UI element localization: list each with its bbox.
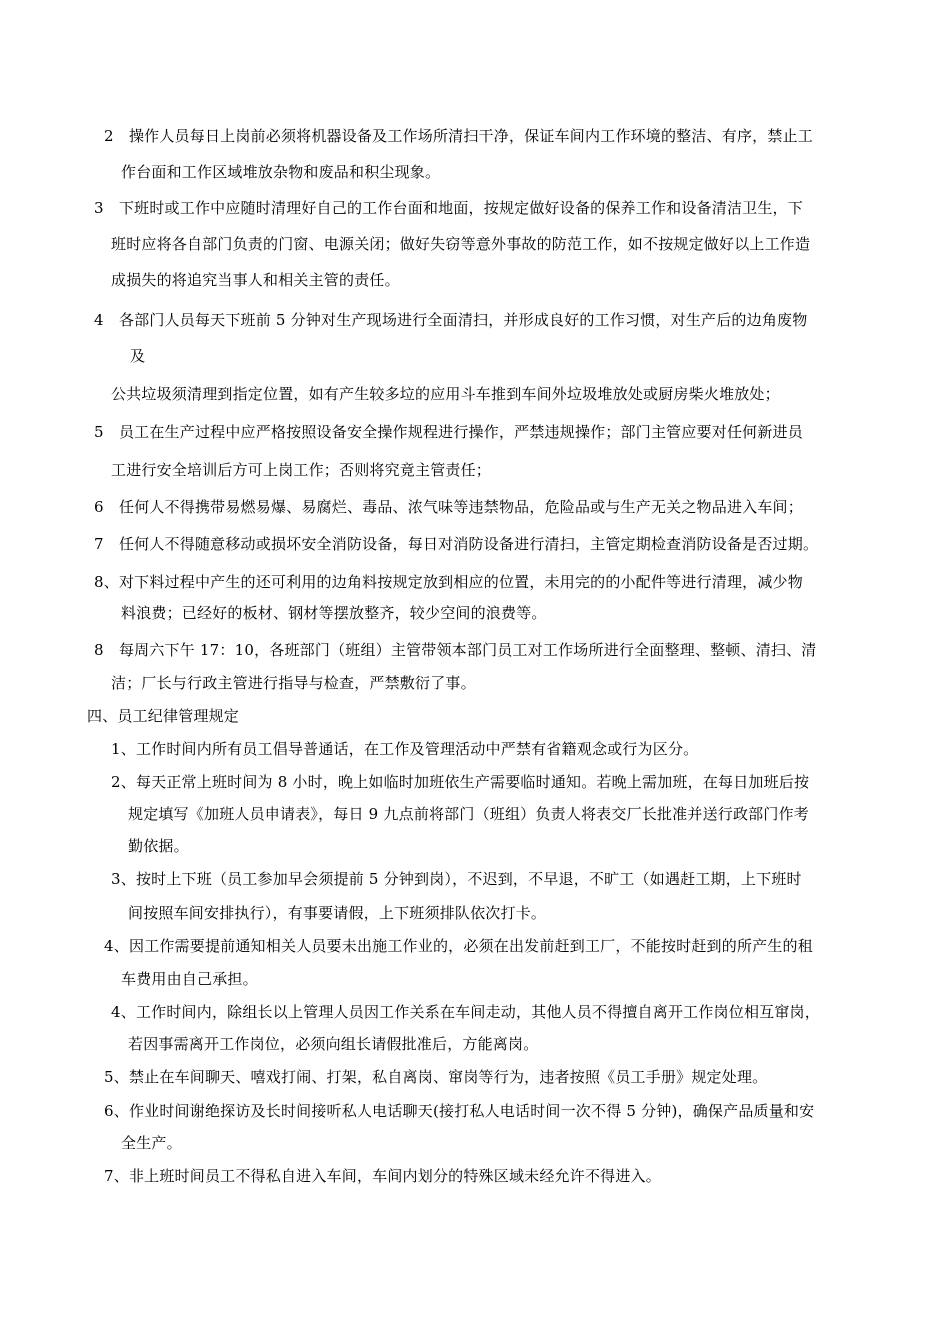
text-line: 3、按时上下班（员工参加早会须提前 5 分钟到岗），不迟到，不早退，不旷工（如遇赶工期，上下班时	[111, 870, 802, 888]
text-line: 车费用由自己承担。	[121, 970, 258, 988]
text-line: 6、作业时间谢绝探访及长时间接听私人电话聊天(接打私人电话时间一次不得 5 分钟)，确保产品质量和安	[104, 1102, 815, 1120]
text-line: 5 员工在生产过程中应严格按照设备安全操作规程进行操作，严禁违规操作；部门主管应要对任何新进员	[94, 423, 803, 441]
section-heading: 四、员工纪律管理规定	[87, 707, 240, 725]
text-line: 6 任何人不得携带易燃易爆、易腐烂、毒品、浓气味等违禁物品，危险品或与生产无关之物品进入车间；	[94, 498, 803, 516]
text-line: 全生产。	[121, 1134, 182, 1152]
text-line: 2、每天正常上班时间为 8 小时，晚上如临时加班依生产需要临时通知。若晚上需加班，在每日加班后按	[111, 773, 810, 791]
text-line: 间按照车间安排执行），有事要请假，上下班须排队依次打卡。	[128, 904, 547, 922]
text-line: 8 每周六下午 17：10，各班部门（班组）主管带领本部门员工对工作场所进行全面整理、整顿、清扫、清	[94, 641, 817, 659]
text-line: 勤依据。	[128, 837, 189, 855]
text-line: 若因事需离开工作岗位，必须向组长请假批准后，方能离岗。	[128, 1035, 539, 1053]
text-line: 及	[130, 347, 146, 365]
text-line: 7、非上班时间员工不得私自进入车间，车间内划分的特殊区域未经允许不得进入。	[104, 1167, 661, 1185]
text-line: 公共垃圾须清理到指定位置，如有产生较多垃的应用斗车推到车间外垃圾堆放处或厨房柴火堆放处；	[111, 385, 780, 403]
text-line: 4、因工作需要提前通知相关人员要未出施工作业的，必须在出发前赶到工厂，不能按时赶到的所产生的租	[104, 937, 813, 955]
text-line: 2 操作人员每日上岗前必须将机器设备及工作场所清扫干净，保证车间内工作环境的整洁、有序，禁止工	[104, 127, 813, 145]
text-line: 3 下班时或工作中应随时清理好自己的工作台面和地面，按规定做好设备的保养工作和设备清洁卫生，下	[94, 199, 803, 217]
text-line: 工进行安全培训后方可上岗工作；否则将究竟主管责任；	[111, 461, 492, 479]
text-line: 4、工作时间内，除组长以上管理人员因工作关系在车间走动，其他人员不得擅自离开工作岗位相互窜岗，	[111, 1003, 820, 1021]
text-line: 成损失的将追究当事人和相关主管的责任。	[111, 271, 400, 289]
text-line: 8、对下料过程中产生的还可利用的边角料按规定放到相应的位置，未用完的的小配件等进行清理，减少物	[94, 573, 803, 591]
text-line: 4 各部门人员每天下班前 5 分钟对生产现场进行全面清扫，并形成良好的工作习惯，对生产后的边角废物	[94, 311, 808, 329]
text-line: 洁；厂长与行政主管进行指导与检查，严禁敷衍了事。	[111, 674, 476, 692]
text-line: 料浪费；已经好的板材、钢材等摆放整齐，较少空间的浪费等。	[121, 604, 547, 622]
text-line: 班时应将各自部门负责的门窗、电源关闭；做好失窃等意外事故的防范工作，如不按规定做好以上工作造	[111, 235, 811, 253]
text-line: 7 任何人不得随意移动或损坏安全消防设备，每日对消防设备进行清扫，主管定期检查消防设备是否过期。	[94, 535, 819, 553]
text-line: 5、禁止在车间聊天、嘻戏打闹、打架，私自离岗、窜岗等行为，违者按照《员工手册》规定处理。	[104, 1068, 768, 1086]
text-line: 作台面和工作区域堆放杂物和废品和积尘现象。	[121, 163, 441, 181]
text-line: 规定填写《加班人员申请表》，每日 9 九点前将部门（班组）负责人将表交厂长批准并送行政部门作考	[128, 805, 809, 823]
text-line: 1、工作时间内所有员工倡导普通话，在工作及管理活动中严禁有省籍观念或行为区分。	[111, 740, 699, 758]
